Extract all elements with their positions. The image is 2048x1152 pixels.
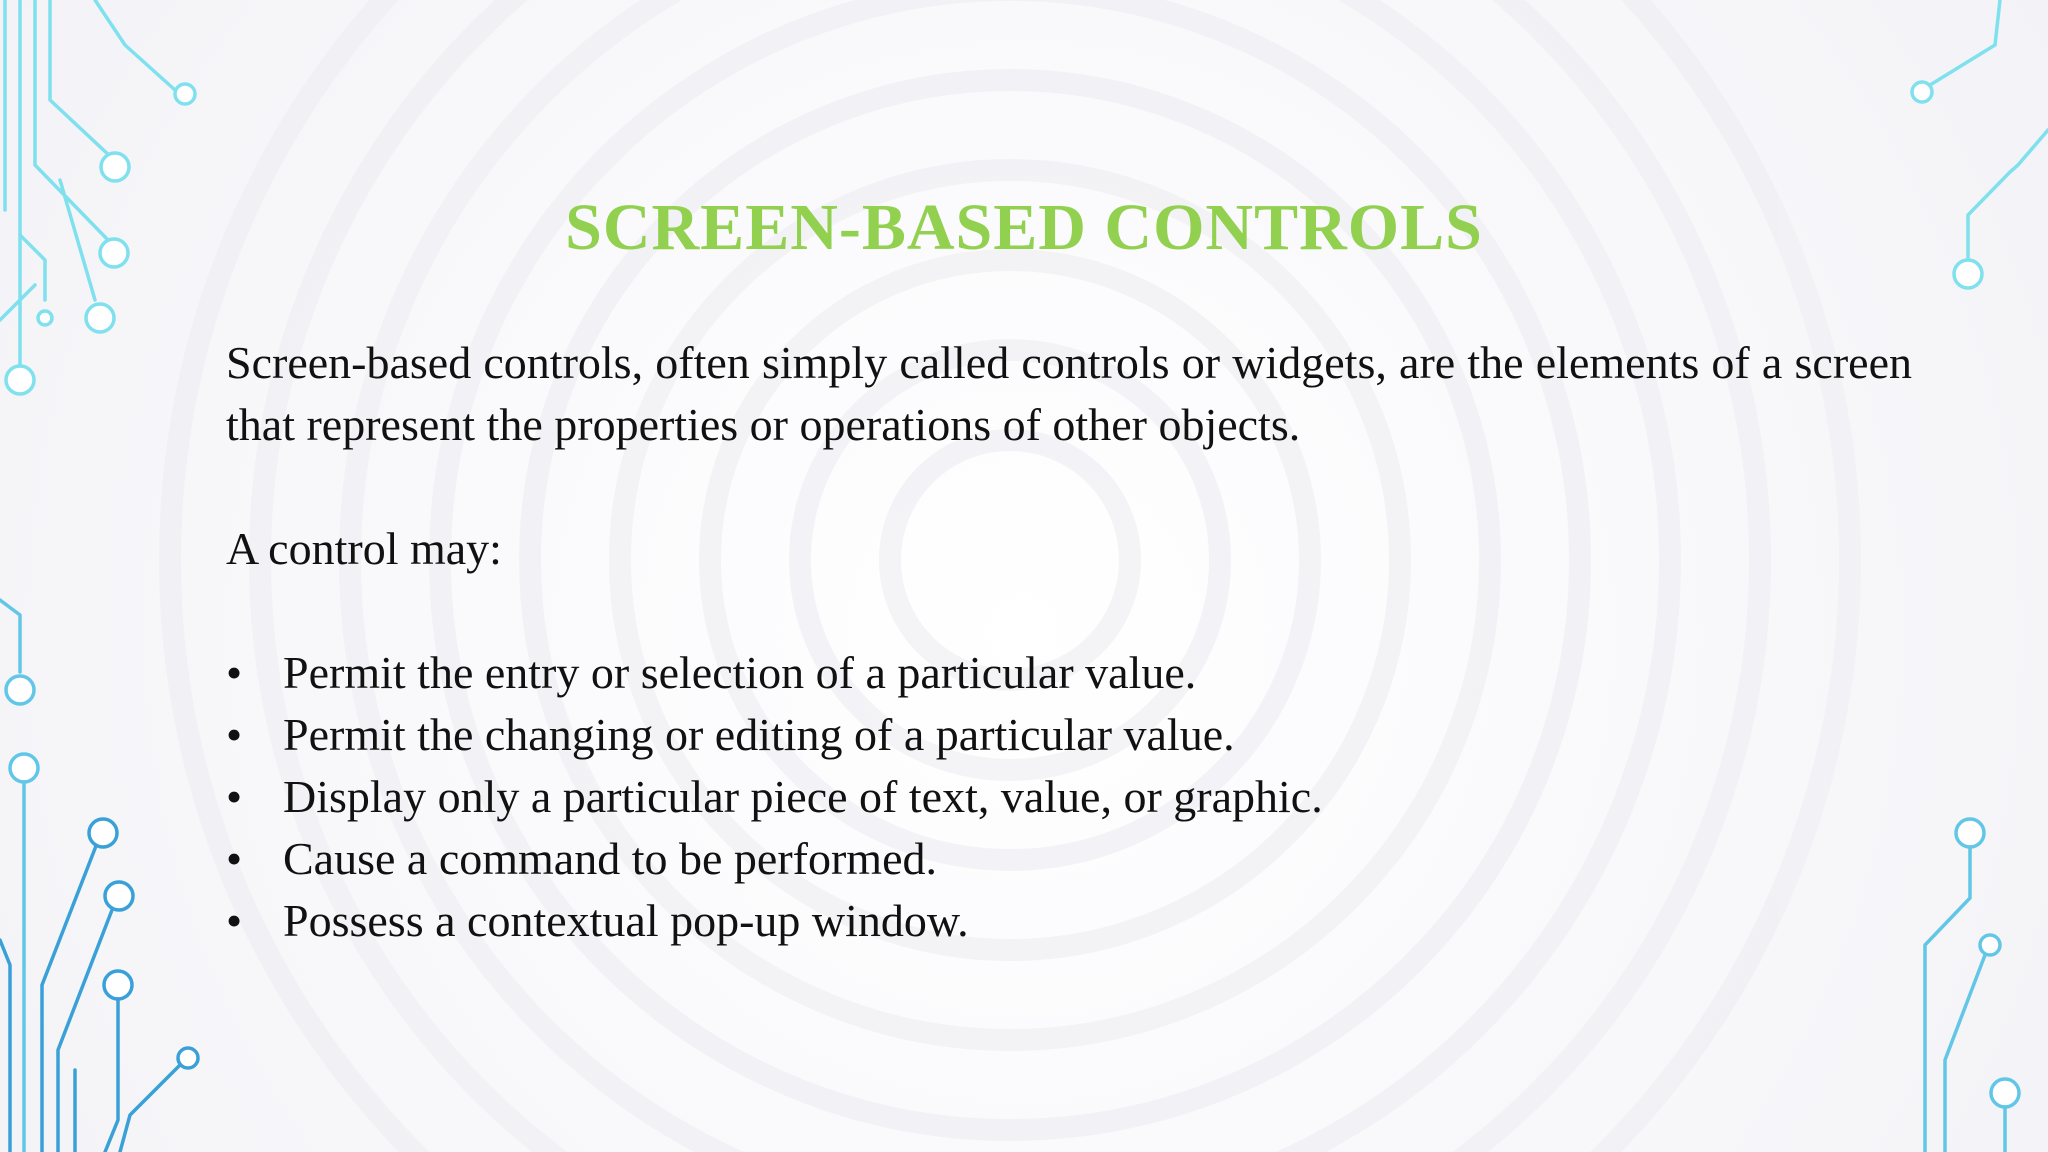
bullet-text: Cause a command to be performed. [283,833,937,884]
bullet-icon: • [226,833,243,884]
slide-title: SCREEN-BASED CONTROLS [565,191,1483,264]
lead-text: A control may: [226,523,502,574]
bullet-text: Permit the changing or editing of a particular value. [283,709,1235,760]
bullet-icon: • [226,709,243,760]
bullet-text: Permit the entry or selection of a particular value. [283,647,1197,698]
slide-body [226,332,1912,952]
bullet-text: Display only a particular piece of text, value, or graphic. [283,771,1323,822]
list-item [226,704,1912,766]
list-item [226,828,1912,890]
bullet-icon: • [226,895,243,946]
list-item [226,890,1912,952]
intro-paragraph: Screen-based controls, often simply called controls or widgets, are the elements of a screen that represent the properties or operations of other objects. [226,337,1912,450]
bullet-icon: • [226,647,243,698]
list-item [226,642,1912,704]
bullet-text: Possess a contextual pop-up window. [283,895,969,946]
list-item [226,766,1912,828]
bullet-icon: • [226,771,243,822]
bullet-list [226,642,1912,952]
